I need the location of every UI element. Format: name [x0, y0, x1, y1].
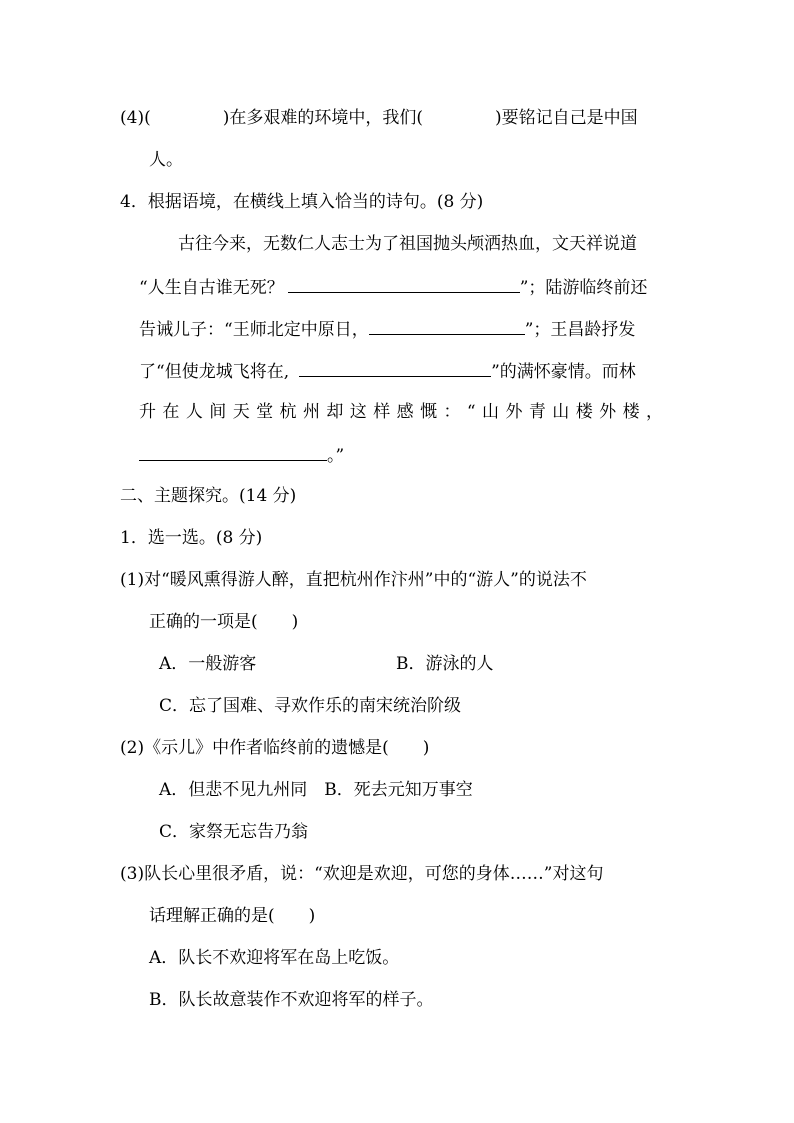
item-number: (1) [120, 570, 145, 590]
poem-fill-blank-1[interactable] [288, 274, 520, 293]
mc-option-1b[interactable]: B．游泳的人 [396, 654, 494, 674]
passage-line-4: 了“但使龙城飞将在, ”的满怀豪情。而林 [139, 358, 636, 384]
mc-question-1-continuation: 正确的一项是( ) [149, 612, 299, 632]
mc-options-2ab[interactable]: A．但悲不见九州同 B．死去元知万事空 [159, 780, 473, 800]
passage-line-5: 升 在 人 间 天 堂 杭 州 却 这 样 感 慨 ： “ 山 外 青 山 楼 外 楼 ， [139, 402, 663, 422]
passage-line-2: “人生自古谁无死？ ”；陆游临终前还 [139, 274, 647, 300]
mc-option-2c[interactable]: C．家祭无忘告乃翁 [159, 822, 309, 842]
mc-option-1c[interactable]: C．忘了国难、寻欢作乐的南宋统治阶级 [159, 696, 462, 716]
mc-question-3: (3)队长心里很矛盾，说：“欢迎是欢迎，可您的身体……”对这句 [120, 864, 604, 884]
section-2-title: 二、主题探究。(14 分) [120, 486, 297, 506]
mc-option-3a[interactable]: A．队长不欢迎将军在岛上吃饭。 [149, 948, 400, 968]
mc-question-3-continuation: 话理解正确的是( ) [149, 906, 316, 926]
passage-line-1: 古往今来，无数仁人志士为了祖国抛头颅洒热血，文天祥说道 [178, 234, 637, 254]
mc-question-1: (1)对“暖风熏得游人醉，直把杭州作汴州”中的“游人”的说法不 [120, 570, 587, 590]
item-number: (3) [120, 864, 145, 884]
passage-line-6: 。” [139, 442, 344, 468]
mc-option-3b[interactable]: B．队长故意装作不欢迎将军的样子。 [149, 990, 434, 1010]
poem-fill-blank-4[interactable] [139, 442, 327, 461]
item-number: (2) [120, 738, 145, 758]
question-4-title: 4．根据语境，在横线上填入恰当的诗句。(8 分) [120, 192, 484, 212]
question-4-item-line: (4)( )在多艰难的环境中，我们( )要铭记自己是中国 [120, 108, 638, 128]
sub-question-1-title: 1．选一选。(8 分) [120, 528, 263, 548]
passage-line-3: 告诫儿子：“王师北定中原日， ”；王昌龄抒发 [139, 316, 635, 342]
poem-fill-blank-2[interactable] [369, 316, 525, 335]
mc-option-1a[interactable]: A．一般游客 [159, 654, 257, 674]
question-4-item-continuation: 人。 [149, 150, 183, 170]
poem-fill-blank-3[interactable] [299, 358, 491, 377]
item-number: (4) [120, 108, 145, 128]
mc-question-2: (2)《示儿》中作者临终前的遗憾是( ) [120, 738, 430, 758]
